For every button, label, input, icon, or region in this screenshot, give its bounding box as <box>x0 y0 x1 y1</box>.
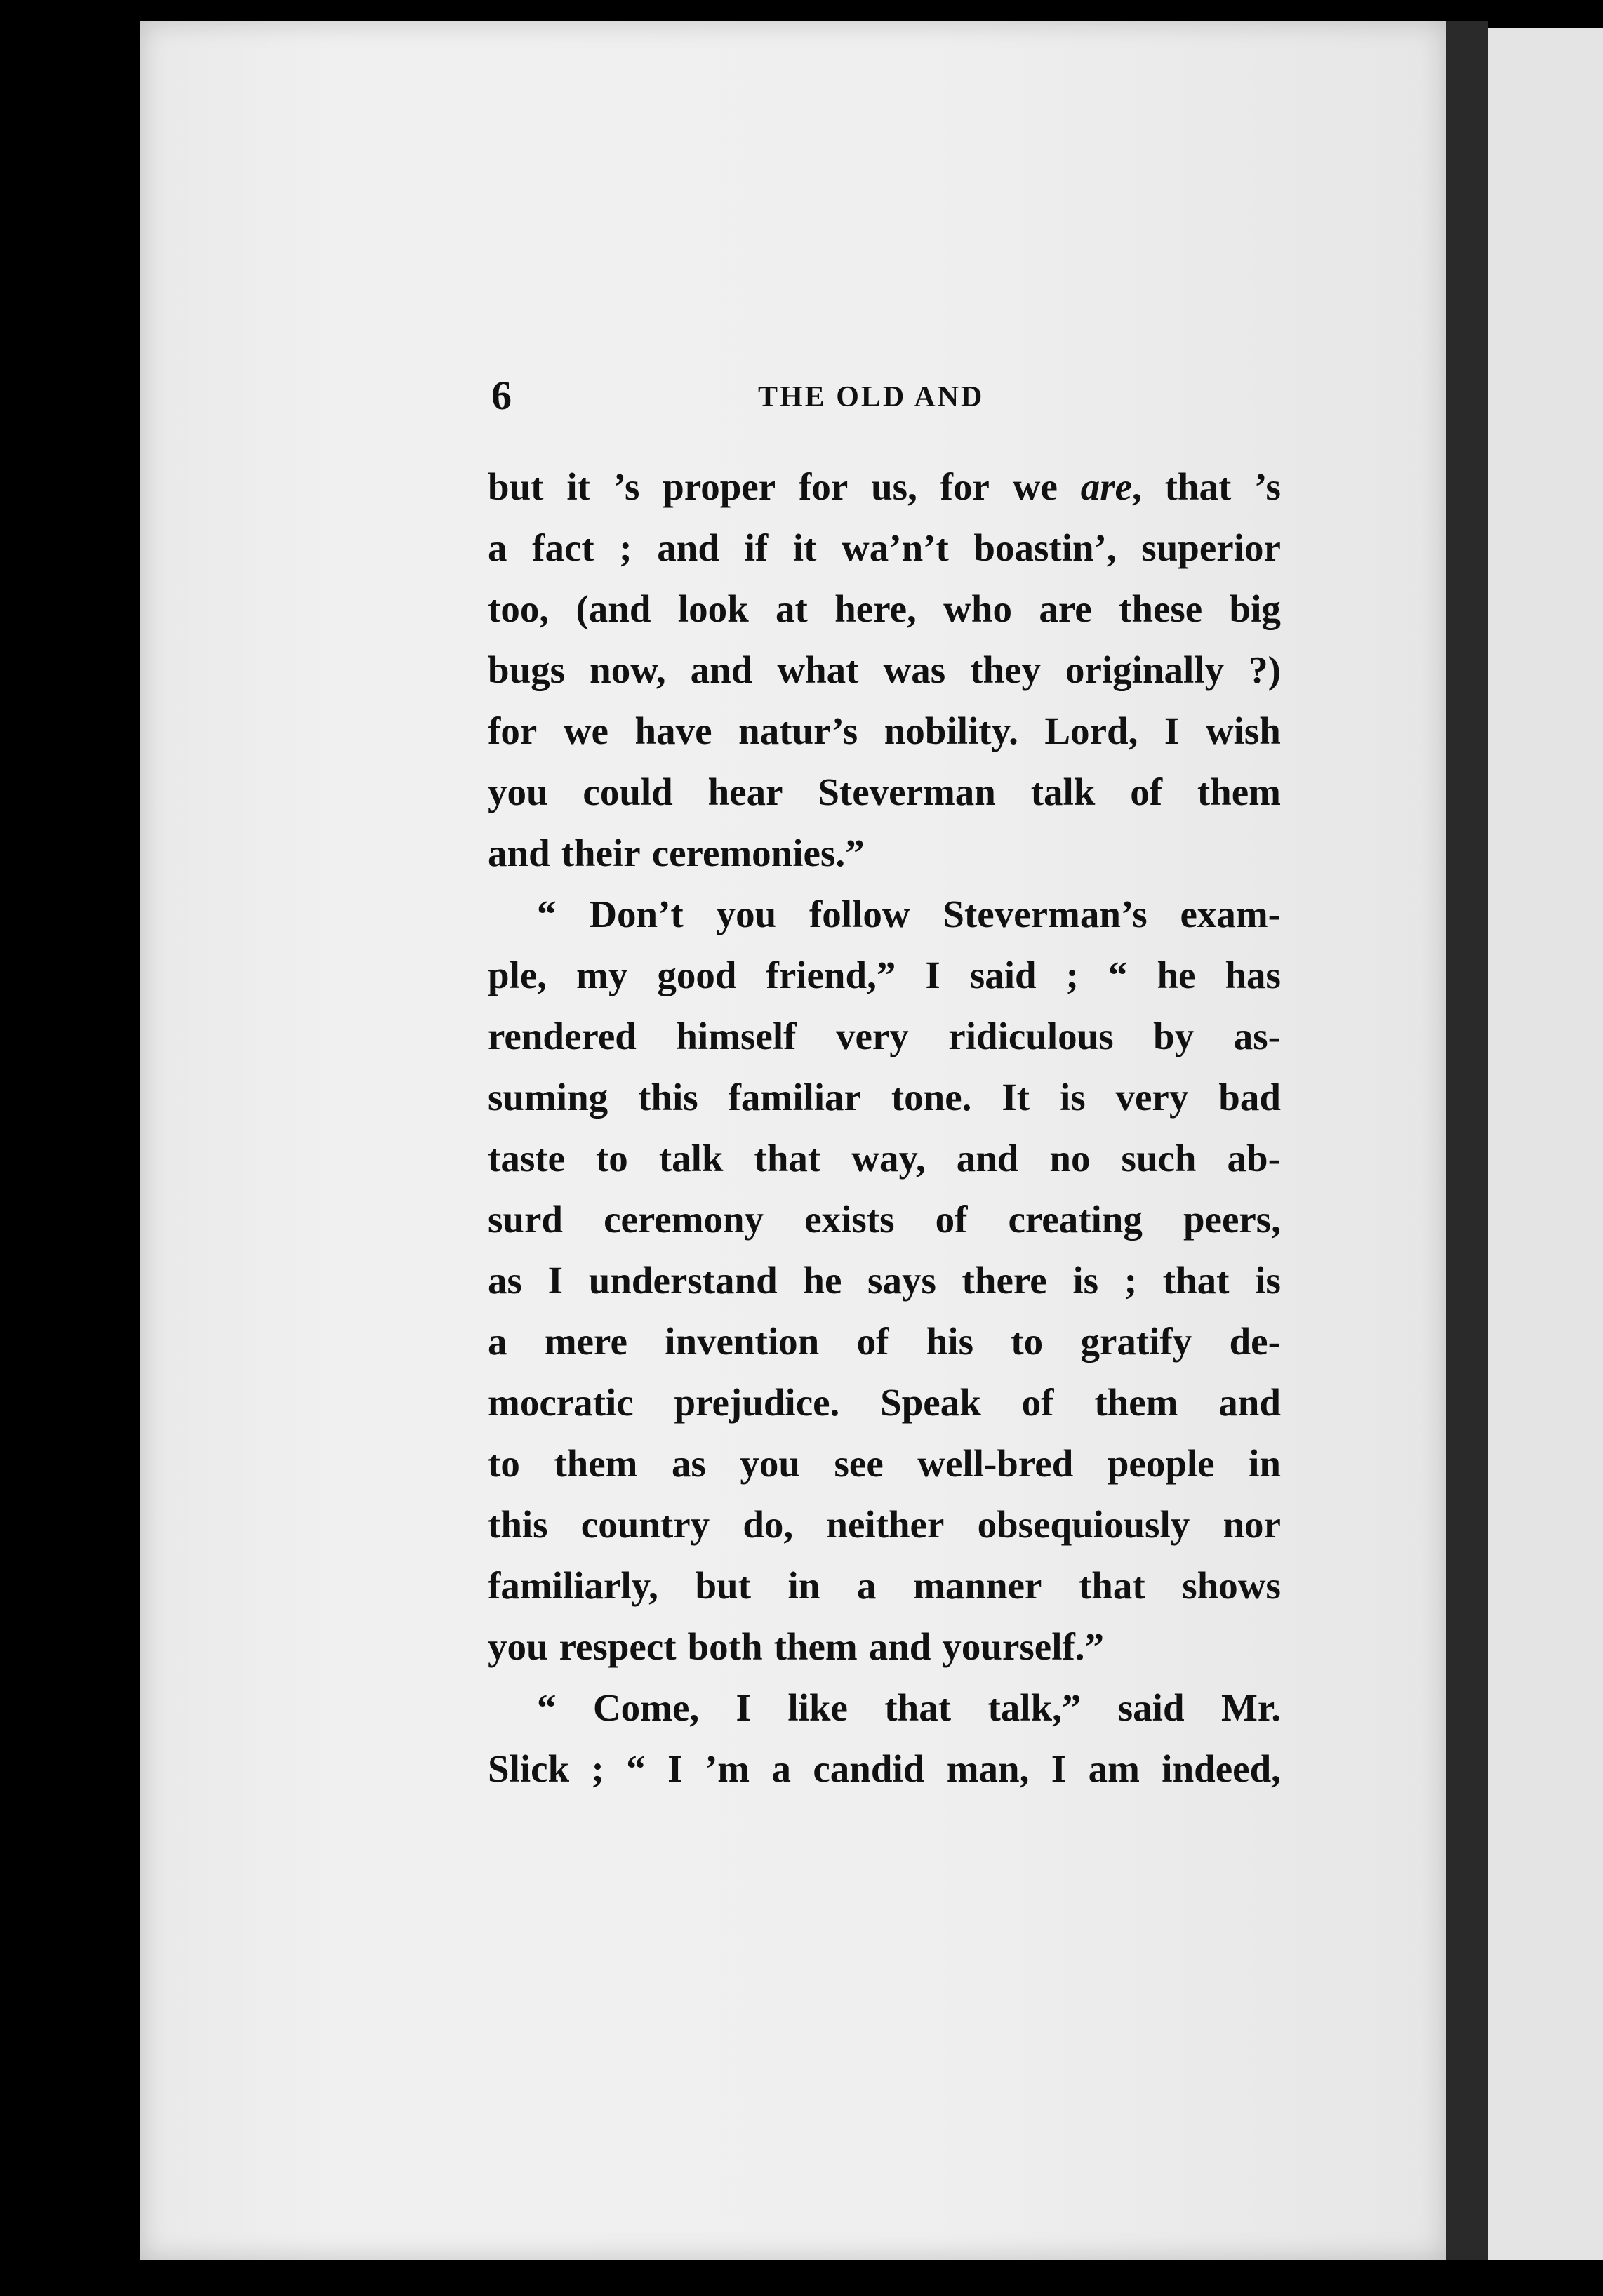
text-line: taste to talk that way, and no such ab- <box>488 1137 1281 1180</box>
text-line: suming this familiar tone. It is very bad <box>488 1076 1281 1119</box>
text-line: Slick ; “ I ’m a candid man, I am indeed, <box>488 1747 1281 1790</box>
text-line: mocratic prejudice. Speak of them and <box>488 1381 1281 1424</box>
running-head: THE OLD AND <box>758 381 985 413</box>
text-line: this country do, neither obsequiously nor <box>488 1503 1281 1546</box>
text-line: but it ’s proper for us, for we are, that ’s <box>488 465 1281 508</box>
page-gutter-shadow <box>1446 21 1488 2260</box>
text-line: ple, my good friend,” I said ; “ he has <box>488 954 1281 996</box>
text-line: bugs now, and what was they originally ?) <box>488 648 1281 691</box>
text-line: and their ceremonies.” <box>488 832 865 874</box>
text-line: “ Don’t you follow Steverman’s exam- <box>537 893 1281 935</box>
text-line: too, (and look at here, who are these big <box>488 587 1281 630</box>
text-line: you could hear Steverman talk of them <box>488 770 1281 813</box>
text-line: familiarly, but in a manner that shows <box>488 1564 1281 1607</box>
page-number: 6 <box>491 373 512 418</box>
text-line: a mere invention of his to gratify de- <box>488 1320 1281 1363</box>
text-line: you respect both them and yourself.” <box>488 1625 1105 1668</box>
text-line: rendered himself very ridiculous by as- <box>488 1015 1281 1057</box>
page-header <box>491 372 1291 428</box>
adjacent-page-edge <box>1488 28 1603 2260</box>
text-line: a fact ; and if it wa’n’t boastin’, superior <box>488 526 1281 569</box>
body-text <box>488 456 1281 1799</box>
text-line: as I understand he says there is ; that is <box>488 1259 1281 1302</box>
text-line: surd ceremony exists of creating peers, <box>488 1198 1281 1241</box>
text-line: “ Come, I like that talk,” said Mr. <box>537 1686 1281 1729</box>
text-line: to them as you see well-bred people in <box>488 1442 1281 1485</box>
text-line: for we have natur’s nobility. Lord, I wish <box>488 709 1281 752</box>
